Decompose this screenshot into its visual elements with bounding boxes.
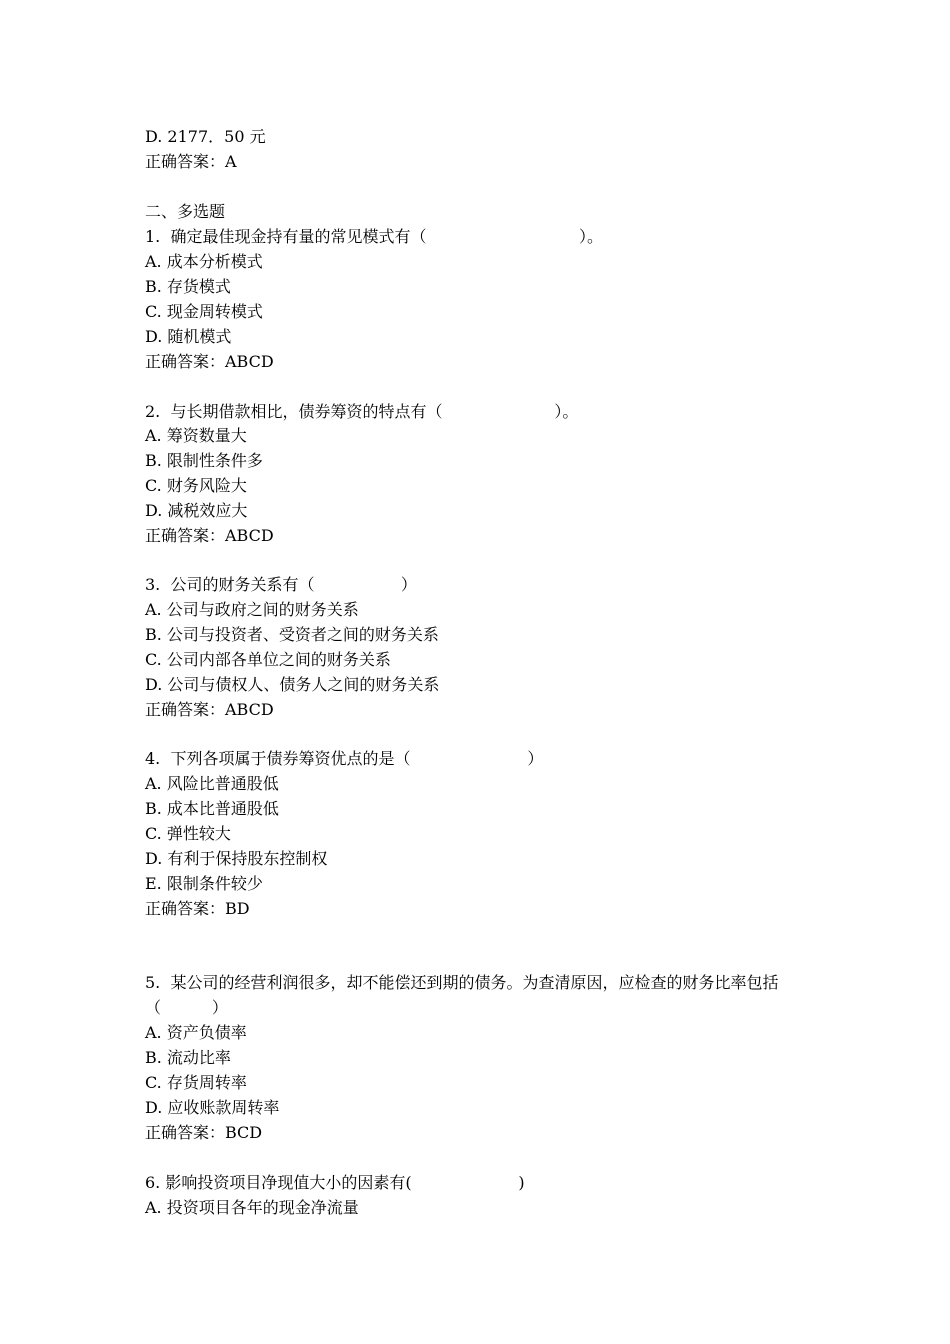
answer-line: 正确答案：ABCD: [145, 352, 274, 371]
answer-line: 正确答案：ABCD: [145, 700, 274, 719]
answer-line: 正确答案：ABCD: [145, 526, 274, 545]
option-line: B. 限制性条件多: [145, 451, 263, 470]
question-line-continued: （ ）: [145, 998, 228, 1017]
question-line: 4. 下列各项属于债券筹资优点的是（ ）: [145, 749, 544, 768]
option-line: D. 减税效应大: [145, 501, 248, 520]
option-line: C. 存货周转率: [145, 1073, 247, 1092]
option-line: B. 公司与投资者、受资者之间的财务关系: [145, 625, 439, 644]
option-line: D. 随机模式: [145, 327, 232, 346]
question-line: 1. 确定最佳现金持有量的常见模式有（ ）。: [145, 227, 604, 246]
option-line: D. 应收账款周转率: [145, 1098, 280, 1117]
question-line: 5. 某公司的经营利润很多，却不能偿还到期的债务。为查清原因，应检查的财务比率包括: [145, 973, 779, 992]
answer-line: 正确答案：A: [145, 152, 237, 171]
section-heading: 二、多选题: [145, 202, 226, 221]
option-line: A. 成本分析模式: [145, 252, 263, 271]
option-line: E. 限制条件较少: [145, 874, 263, 893]
answer-line: 正确答案：BCD: [145, 1123, 263, 1142]
option-line: B. 存货模式: [145, 277, 231, 296]
option-line: A. 资产负债率: [145, 1023, 247, 1042]
option-line: D. 有利于保持股东控制权: [145, 849, 328, 868]
question-line: 6. 影响投资项目净现值大小的因素有( ): [145, 1173, 525, 1192]
answer-line: 正确答案：BD: [145, 899, 250, 918]
option-line: C. 现金周转模式: [145, 302, 263, 321]
option-line: D. 公司与债权人、债务人之间的财务关系: [145, 675, 440, 694]
option-line: A. 投资项目各年的现金净流量: [145, 1198, 359, 1217]
option-line: B. 成本比普通股低: [145, 799, 279, 818]
option-line: A. 公司与政府之间的财务关系: [145, 600, 359, 619]
option-line: B. 流动比率: [145, 1048, 231, 1067]
option-line: C. 弹性较大: [145, 824, 231, 843]
question-line: 2. 与长期借款相比，债券筹资的特点有（ ）。: [145, 402, 579, 421]
option-line: A. 筹资数量大: [145, 426, 247, 445]
option-line: A. 风险比普通股低: [145, 774, 279, 793]
option-line: C. 公司内部各单位之间的财务关系: [145, 650, 391, 669]
option-line: D. 2177．50 元: [145, 127, 266, 146]
option-line: C. 财务风险大: [145, 476, 247, 495]
question-line: 3. 公司的财务关系有（ ）: [145, 575, 417, 594]
